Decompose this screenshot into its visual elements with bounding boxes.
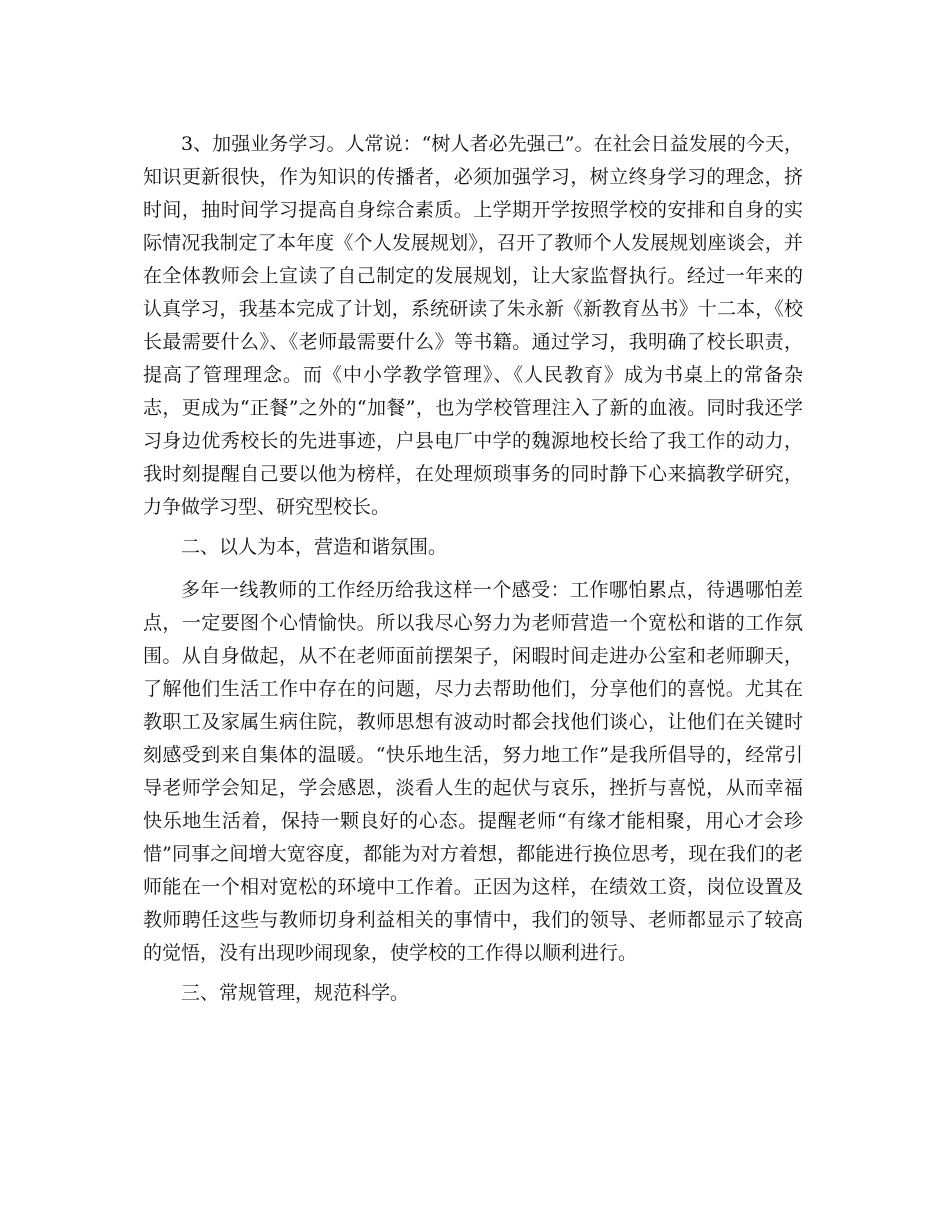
section-heading-routine-management: 三、常规管理，规范科学。 <box>181 982 410 1004</box>
paragraph-business-study: 3、加强业务学习。人常说：“树人者必先强己”。在社会日益发展的今天，知识更新很快，作为知识的传播者，必须加强学习，树立终身学习的理念，挤时间，抽时间学习提高自身综合素质。上学期开学按照学校的安排和自身的实际情况我制定了本年度《个人发展规划》，召开了教师个人发展规划座谈会，并在全体教师会上宣读了自己制定的发展规划，让大家监督执行。经过一年来的认真学习，我基本完成了计划，系统研读了朱永新《新教育丛书》十二本，《校长最需要什么》、《老师最需要什么》等书籍。通过学习，我明确了校长职责，提高了管理理念。而《中小学教学管理》、《人民教育》成为书桌上的常备杂志，更成为“正餐”之外的“加餐”，也为学校管理注入了新的血液。同时我还学习身边优秀校长的先进事迹，户县电厂中学的魏源地校长给了我工作的动力，我时刻提醒自己要以他为榜样，在处理烦琐事务的同时静下心来搞教学研究，力争做学习型、研究型校长。 <box>143 133 803 518</box>
document-body <box>143 128 803 1020</box>
paragraph-harmonious-atmosphere: 多年一线教师的工作经历给我这样一个感受：工作哪怕累点，待遇哪怕差点，一定要图个心情愉快。所以我尽心努力为老师营造一个宽松和谐的工作氛围。从自身做起，从不在老师面前摆架子，闲暇时间走进办公室和老师聊天，了解他们生活工作中存在的问题，尽力去帮助他们，分享他们的喜悦。尤其在教职工及家属生病住院，教师思想有波动时都会找他们谈心，让他们在关键时刻感受到来自集体的温暖。“快乐地生活，努力地工作”是我所倡导的，经常引导老师学会知足，学会感恩，淡看人生的起伏与哀乐，挫折与喜悦，从而幸福快乐地生活着，保持一颗良好的心态。提醒老师“有缘才能相聚，用心才会珍惜”同事之间增大宽容度，都能为对方着想，都能进行换位思考，现在我们的老师能在一个相对宽松的环境中工作着。正因为这样，在绩效工资，岗位设置及教师聘任这些与教师切身利益相关的事情中，我们的领导、老师都显示了较高的觉悟，没有出现吵闹现象，使学校的工作得以顺利进行。 <box>143 579 803 964</box>
section-heading-people-oriented: 二、以人为本，营造和谐氛围。 <box>181 536 448 558</box>
